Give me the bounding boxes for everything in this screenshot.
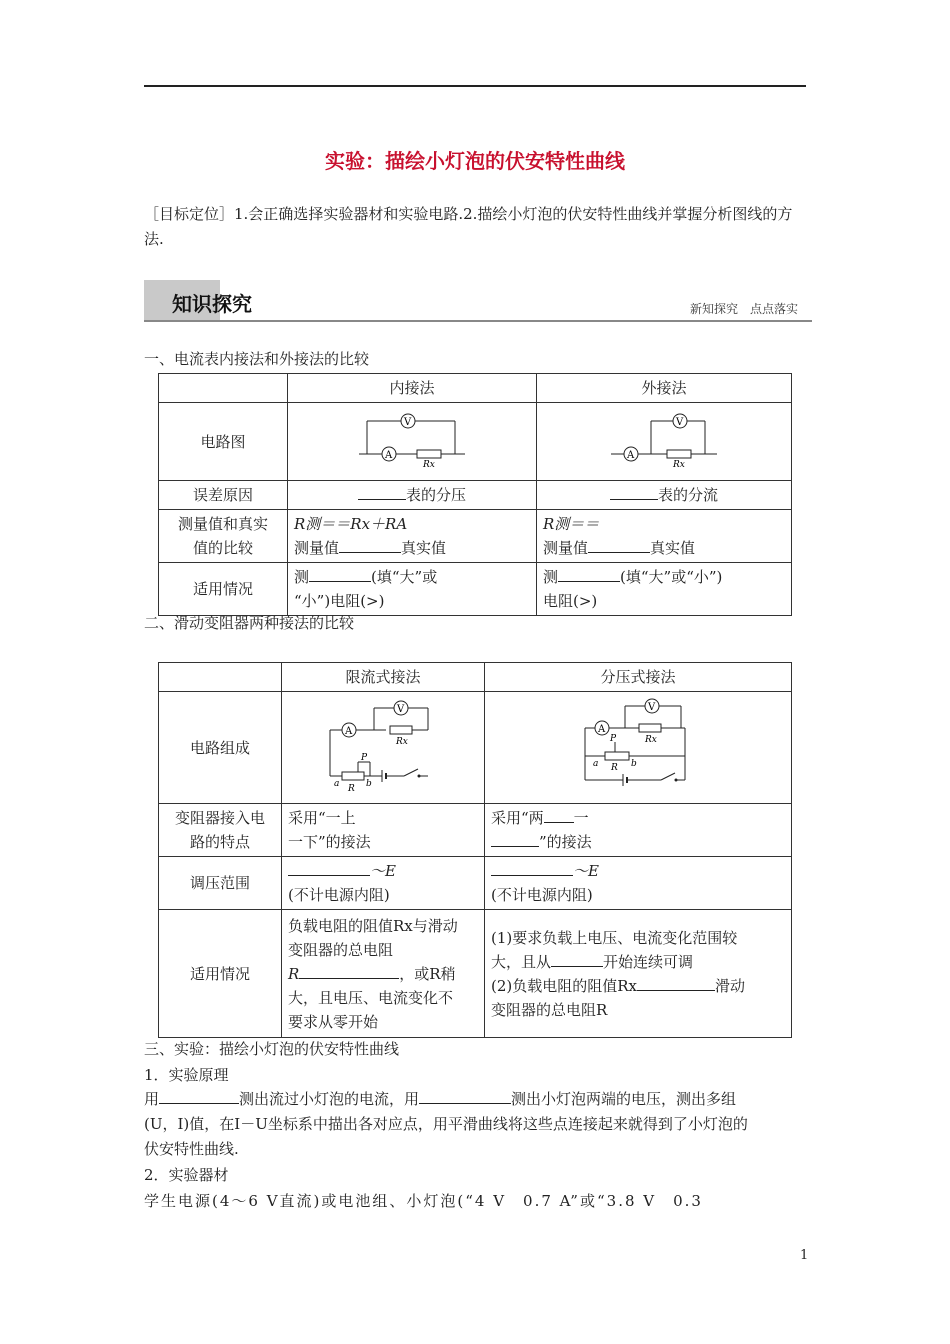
voltmeter-label: V (676, 417, 684, 428)
voltmeter-label: V (648, 702, 656, 713)
col-divide: 分压式接法 (485, 663, 792, 692)
rheostat-label: R (348, 784, 355, 792)
ammeter-label: A (627, 450, 635, 461)
section-title: 知识探究 (172, 292, 252, 316)
voltmeter-label: V (397, 704, 405, 715)
rheostat-label: R (611, 763, 618, 773)
apply-limit: 负载电阻的阻值Rx与滑动 变阻器的总电阻 R ，或R稍 大，且电压、电流变化不 要求从零开始 (282, 910, 485, 1038)
principle-text: 用 测出流过小灯泡的电流，用 测出小灯泡两端的电压，测出多组 (U，I)值，在I－U坐标系中描出各对应点，用平滑曲线将这些点连接起来就得到了小灯泡的 伏安特性曲线. (144, 1087, 809, 1162)
slider-label: P (610, 734, 617, 744)
resistor-label: Rx (423, 460, 435, 468)
apply-inner: 测 (填“大”或 “小”)电阻(>) (288, 563, 537, 616)
ammeter-label: A (598, 724, 606, 735)
compare-outer: R测＝＝ 测量值 真实值 (537, 510, 792, 563)
section-rule (144, 320, 812, 322)
col-limit: 限流式接法 (282, 663, 485, 692)
end-b-label: b (366, 779, 372, 789)
equipment-subheading: 2．实验器材 (144, 1166, 229, 1184)
feature-divide: 采用“两 一 ”的接法 (485, 804, 792, 857)
part2-heading: 二、滑动变阻器两种接法的比较 (144, 614, 355, 632)
ammeter-label: A (345, 726, 353, 737)
ammeter-label: A (385, 450, 393, 461)
row-range-label: 调压范围 (159, 857, 282, 910)
ammeter-comparison-table (158, 373, 792, 616)
row-error-label: 误差原因 (159, 481, 288, 510)
row-apply-label: 适用情况 (159, 910, 282, 1038)
row-circuit-label: 电路图 (159, 403, 288, 481)
slider-label: P (361, 753, 368, 763)
end-a-label: a (593, 759, 599, 769)
resistor-label: Rx (396, 737, 408, 747)
row-circuit-label: 电路组成 (159, 692, 282, 804)
row-compare-label: 测量值和真实 值的比较 (159, 510, 288, 563)
part3-heading: 三、实验：描绘小灯泡的伏安特性曲线 (144, 1040, 400, 1058)
inner-circuit-diagram (288, 403, 537, 481)
page-number: 1 (800, 1248, 809, 1263)
principle-subheading: 1．实验原理 (144, 1066, 229, 1084)
apply-outer: 测 (填“大”或“小”) 电阻(>) (537, 563, 792, 616)
page-title: 实验：描绘小灯泡的伏安特性曲线 (325, 149, 625, 173)
header-rule (144, 85, 806, 87)
voltmeter-label: V (404, 417, 412, 428)
apply-divide: (1)要求负载上电压、电流变化范围较 大，且从 开始连续可调 (2)负载电阻的阻值Rx 滑动 变阻器的总电阻R (485, 910, 792, 1038)
feature-limit: 采用“一上 一下”的接法 (282, 804, 485, 857)
row-apply-label: 适用情况 (159, 563, 288, 616)
end-a-label: a (334, 779, 340, 789)
range-limit: ～E (不计电源内阻) (282, 857, 485, 910)
resistor-label: Rx (645, 735, 657, 745)
divide-circuit-diagram (485, 692, 792, 804)
error-inner: 表的分压 (288, 481, 537, 510)
col-outer: 外接法 (537, 374, 792, 403)
section-subtitle: 新知探究 点点落实 (690, 302, 799, 316)
outer-circuit-diagram (537, 403, 792, 481)
range-divide: ～E (不计电源内阻) (485, 857, 792, 910)
objective-text: ［目标定位］1.会正确选择实验器材和实验电路.2.描绘小灯泡的伏安特性曲线并掌握分析图线的方法. (144, 205, 793, 248)
error-outer: 表的分流 (537, 481, 792, 510)
rheostat-comparison-table (158, 662, 792, 1038)
limit-circuit-diagram (282, 692, 485, 804)
row-feature-label: 变阻器接入电 路的特点 (159, 804, 282, 857)
compare-inner: R测＝＝Rx＋RA 测量值 真实值 (288, 510, 537, 563)
equipment-text: 学生电源(4～6 V直流)或电池组、小灯泡(“4 V 0.7 A”或“3.8 V 0.3 (144, 1192, 703, 1210)
resistor-label: Rx (673, 460, 685, 468)
col-inner: 内接法 (288, 374, 537, 403)
part1-heading: 一、电流表内接法和外接法的比较 (144, 350, 370, 368)
end-b-label: b (631, 759, 637, 769)
